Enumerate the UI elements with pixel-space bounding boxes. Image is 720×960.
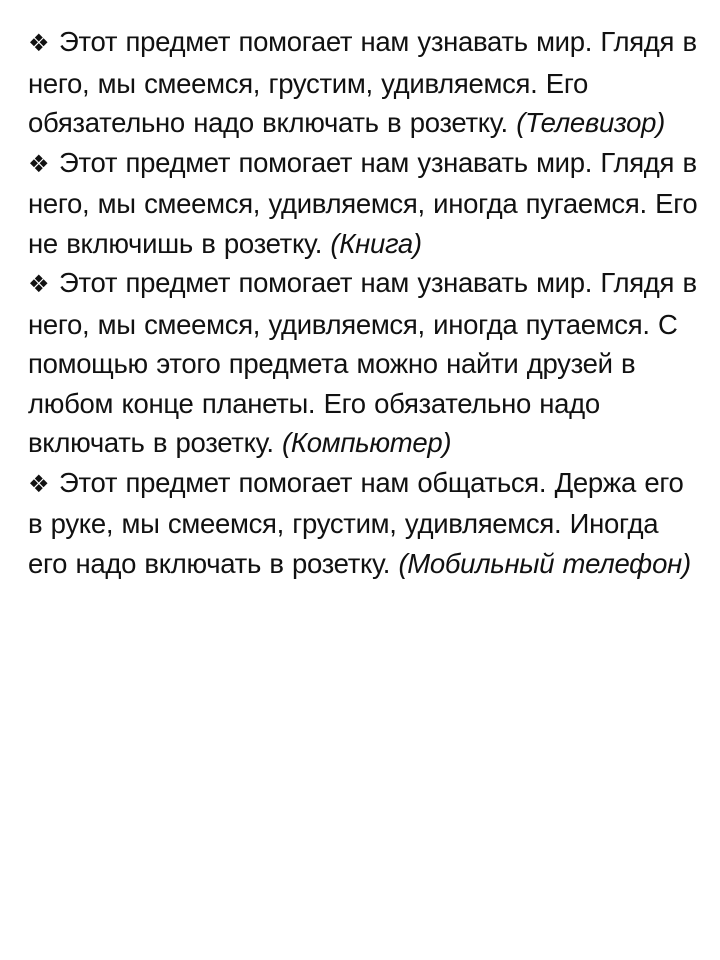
- riddle-mobile-phone: [28, 463, 698, 584]
- riddle-computer: [28, 263, 698, 463]
- riddle-answer: (Мобильный телефон): [398, 547, 691, 579]
- diamond-bullet-icon: ❖: [28, 469, 50, 498]
- riddle-text: Этот предмет помогает нам общаться. Держа его в руке, мы смеемся, грустим, удивляемся. Иногда его надо включать в розетку.: [28, 466, 684, 579]
- diamond-bullet-icon: ❖: [28, 149, 50, 178]
- riddle-tv: [28, 22, 698, 143]
- diamond-bullet-icon: ❖: [28, 29, 50, 57]
- riddle-answer: (Книга): [330, 227, 422, 259]
- riddle-text: Этот предмет помогает нам узнавать мир. Глядя в него, мы смеемся, удивляемся, иногда путаемся. С помощью этого предмета можно найти друзей в любом конце планеты. Его обязательно надо включать в розетку.: [28, 267, 697, 458]
- riddles-document: [28, 22, 698, 583]
- riddle-answer: (Телевизор): [516, 107, 665, 138]
- riddle-text: Этот предмет помогает нам узнавать мир. Глядя в него, мы смеемся, удивляемся, иногда пугаемся. Его не включишь в розетку.: [28, 146, 698, 259]
- riddle-text: Этот предмет помогает нам узнавать мир. Глядя в него, мы смеемся, грустим, удивляемся. Его обязательно надо включать в розетку.: [28, 26, 697, 138]
- riddle-book: [28, 143, 698, 264]
- diamond-bullet-icon: ❖: [28, 270, 50, 298]
- riddle-answer: (Компьютер): [282, 427, 452, 458]
